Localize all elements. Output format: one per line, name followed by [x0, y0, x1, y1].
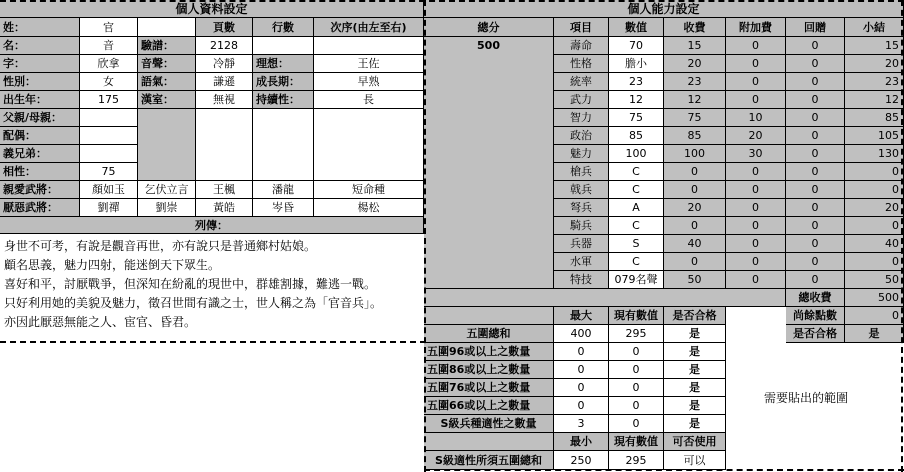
ability-extra: 0: [726, 181, 786, 199]
ability-fee: 0: [664, 217, 726, 235]
surname-label: 姓：: [0, 18, 80, 37]
remaining-value: 0: [845, 307, 904, 325]
ability-fee: 0: [664, 163, 726, 181]
ability-value[interactable]: 079名聲: [609, 271, 664, 289]
ability-subtotal: 0: [845, 181, 904, 199]
gray-filler: [424, 433, 554, 451]
check-current: 0: [609, 397, 664, 415]
ability-item: 政治: [554, 127, 609, 145]
bio-title: 列傳：: [0, 217, 424, 234]
ability-subtotal: 85: [845, 109, 904, 127]
favored-general[interactable]: 潘龍: [253, 181, 314, 199]
col-fee: 收費: [664, 18, 726, 37]
han-label: 漢室：: [138, 91, 196, 109]
col-item: 項目: [554, 18, 609, 37]
bio-line[interactable]: 身世不可考，有說是觀音再世，亦有說只是普通鄉村姑娘。: [4, 239, 317, 253]
check-label: 五圍總和: [424, 325, 554, 343]
total-fee-value: 500: [845, 289, 904, 307]
favored-general[interactable]: 短命種: [314, 181, 424, 199]
zi-cell[interactable]: 欣拿: [80, 55, 138, 73]
favored-label: 親愛武將：: [0, 181, 80, 199]
ability-item: 武力: [554, 91, 609, 109]
ability-value[interactable]: C: [609, 163, 664, 181]
ride-cell[interactable]: 2128: [196, 37, 253, 55]
print-range-bottom: [424, 469, 904, 471]
ability-rebate: 0: [786, 73, 845, 91]
surname-cell[interactable]: 官: [80, 18, 138, 37]
print-range-right: [901, 0, 903, 472]
check-label: S級兵種適性之數量: [424, 415, 554, 433]
ability-item: 槍兵: [554, 163, 609, 181]
col-extra: 附加費: [726, 18, 786, 37]
ability-value[interactable]: A: [609, 199, 664, 217]
col-value: 數值: [609, 18, 664, 37]
ride-label: 驗譜：: [138, 37, 196, 55]
ability-item: 魅力: [554, 145, 609, 163]
s-check-current: 295: [609, 451, 664, 470]
gray-block: [138, 109, 196, 181]
check-col-usable: 可否使用: [664, 433, 726, 451]
col-total-score: 總分: [424, 18, 554, 37]
check-label: 五圍96或以上之數量: [424, 343, 554, 361]
hated-general[interactable]: 黃皓: [196, 199, 253, 217]
ability-subtotal: 50: [845, 271, 904, 289]
ability-value[interactable]: 12: [609, 91, 664, 109]
total-fee-label: 總收費: [786, 289, 845, 307]
row-header: 行數: [253, 18, 314, 37]
ability-item: 智力: [554, 109, 609, 127]
qualified-value: 是: [845, 325, 904, 343]
zi-label: 字：: [0, 55, 80, 73]
ability-fee: 12: [664, 91, 726, 109]
check-ok: 是: [664, 361, 726, 379]
blank-cell[interactable]: [314, 109, 424, 181]
ability-subtotal: 15: [845, 37, 904, 55]
ability-extra: 0: [726, 235, 786, 253]
ability-extra: 30: [726, 145, 786, 163]
ability-subtotal: 0: [845, 163, 904, 181]
birth-cell[interactable]: 175: [80, 91, 138, 109]
check-max: 0: [554, 397, 609, 415]
page-break-horizontal: [0, 341, 426, 343]
bio-line[interactable]: 亦因此厭惡無能之人、宦官、昏君。: [4, 315, 197, 329]
ability-extra: 0: [726, 271, 786, 289]
check-current: 0: [609, 343, 664, 361]
ability-fee: 0: [664, 253, 726, 271]
ability-fee: 100: [664, 145, 726, 163]
ability-fee: 40: [664, 235, 726, 253]
page-break-vertical: [424, 0, 426, 472]
voice-cell[interactable]: 冷靜: [196, 55, 253, 73]
tone-label: 語氣：: [138, 73, 196, 91]
check-label: 五圍66或以上之數量: [424, 397, 554, 415]
name-label: 名：: [0, 37, 80, 55]
ability-item: 兵器: [554, 235, 609, 253]
ability-item: 騎兵: [554, 217, 609, 235]
ability-value[interactable]: 23: [609, 73, 664, 91]
ability-subtotal: 20: [845, 199, 904, 217]
ability-subtotal: 23: [845, 73, 904, 91]
blank-cell[interactable]: [253, 109, 314, 181]
check-ok: 是: [664, 379, 726, 397]
ability-rebate: 0: [786, 55, 845, 73]
gender-label: 性別：: [0, 73, 80, 91]
ability-rebate: 0: [786, 199, 845, 217]
blank-cell[interactable]: [196, 109, 253, 181]
ability-value[interactable]: C: [609, 217, 664, 235]
bio-line[interactable]: 喜好和平，討厭戰爭，但深知在紛亂的現世中，群雄割據，難逃一戰。: [4, 277, 377, 291]
check-label: 五圍86或以上之數量: [424, 361, 554, 379]
ability-subtotal: 130: [845, 145, 904, 163]
birth-label: 出生年：: [0, 91, 80, 109]
ability-subtotal: 40: [845, 235, 904, 253]
check-ok: 是: [664, 415, 726, 433]
blank-cell[interactable]: [314, 37, 424, 55]
s-check-min: 250: [554, 451, 609, 470]
print-range-top: [0, 0, 904, 2]
s-check-usable: 可以: [664, 451, 726, 470]
siblings-label: 義兄弟：: [0, 145, 80, 163]
gray-filler: [424, 289, 786, 307]
ability-extra: 0: [726, 73, 786, 91]
col-rebate: 回贈: [786, 18, 845, 37]
paste-range-note: 需要貼出的範圍: [764, 391, 849, 405]
ability-fee: 75: [664, 109, 726, 127]
ability-rebate: 0: [786, 109, 845, 127]
siblings-cell[interactable]: [80, 145, 138, 163]
ability-fee: 23: [664, 73, 726, 91]
ability-rebate: 0: [786, 253, 845, 271]
ability-rebate: 0: [786, 217, 845, 235]
ability-extra: 0: [726, 37, 786, 55]
ability-subtotal: 20: [845, 55, 904, 73]
ability-item: 弩兵: [554, 199, 609, 217]
persist-label: 持續性：: [253, 91, 314, 109]
ability-rebate: 0: [786, 127, 845, 145]
ability-value[interactable]: S: [609, 235, 664, 253]
persist-cell[interactable]: 長: [314, 91, 424, 109]
check-current: 0: [609, 415, 664, 433]
ability-value[interactable]: 膽小: [609, 55, 664, 73]
favored-general[interactable]: 顏如玉: [80, 181, 138, 199]
ability-subtotal: 12: [845, 91, 904, 109]
ability-item: 壽命: [554, 37, 609, 55]
gender-cell[interactable]: 女: [80, 73, 138, 91]
ability-value[interactable]: 70: [609, 37, 664, 55]
ability-rebate: 0: [786, 235, 845, 253]
ideal-cell[interactable]: 王佐: [314, 55, 424, 73]
check-max: 0: [554, 361, 609, 379]
bio-line[interactable]: 顧名思義，魅力四射，能迷倒天下眾生。: [4, 258, 221, 272]
ability-extra: 0: [726, 163, 786, 181]
favored-general[interactable]: 王楓: [196, 181, 253, 199]
ability-fee: 20: [664, 199, 726, 217]
ideal-label: 理想：: [253, 55, 314, 73]
ability-item: 戟兵: [554, 181, 609, 199]
ability-title: 個人能力設定: [424, 0, 904, 18]
ability-rebate: 0: [786, 37, 845, 55]
personal-title: 個人資料設定: [0, 0, 424, 18]
ability-value[interactable]: 85: [609, 127, 664, 145]
check-max: 400: [554, 325, 609, 343]
compat-cell[interactable]: 75: [80, 163, 138, 181]
hated-general[interactable]: 劉禪: [80, 199, 138, 217]
check-current: 0: [609, 379, 664, 397]
ability-rebate: 0: [786, 91, 845, 109]
ability-subtotal: 0: [845, 217, 904, 235]
check-col-ok: 是否合格: [664, 307, 726, 325]
col-subtotal: 小結: [845, 18, 904, 37]
ability-extra: 0: [726, 199, 786, 217]
ability-extra: 10: [726, 109, 786, 127]
check-ok: 是: [664, 325, 726, 343]
ability-rebate: 0: [786, 145, 845, 163]
hated-general[interactable]: 岑昏: [253, 199, 314, 217]
total-score-value: 500: [477, 39, 500, 52]
ability-extra: 0: [726, 91, 786, 109]
voice-label: 音聲：: [138, 55, 196, 73]
remaining-label: 尚餘點數: [786, 307, 845, 325]
check-max: 0: [554, 343, 609, 361]
s-check-label: S級適性所須五圍總和: [424, 451, 554, 470]
ability-item: 特技: [554, 271, 609, 289]
han-cell[interactable]: 無視: [196, 91, 253, 109]
check-ok: 是: [664, 397, 726, 415]
ability-rebate: 0: [786, 181, 845, 199]
check-col-current: 現有數值: [609, 433, 664, 451]
total-score-block: [424, 37, 554, 289]
blank-cell[interactable]: [253, 37, 314, 55]
favored-general[interactable]: 乞伏立言: [138, 181, 196, 199]
ability-fee: 20: [664, 55, 726, 73]
tone-cell[interactable]: 謙遜: [196, 73, 253, 91]
ability-value[interactable]: 75: [609, 109, 664, 127]
check-current: 0: [609, 361, 664, 379]
ability-fee: 85: [664, 127, 726, 145]
ability-fee: 0: [664, 181, 726, 199]
ability-value[interactable]: 100: [609, 145, 664, 163]
page-header: 頁數: [196, 18, 253, 37]
parents-label: 父親/母親：: [0, 109, 80, 127]
ability-item: 統率: [554, 73, 609, 91]
blank-cell[interactable]: [138, 18, 196, 37]
ability-extra: 0: [726, 217, 786, 235]
qualified-label: 是否合格: [786, 325, 845, 343]
ability-value[interactable]: C: [609, 253, 664, 271]
ability-item: 水軍: [554, 253, 609, 271]
spouse-cell[interactable]: [80, 127, 138, 145]
ability-subtotal: 0: [845, 253, 904, 271]
spouse-label: 配偶：: [0, 127, 80, 145]
hated-general[interactable]: 楊松: [314, 199, 424, 217]
check-max: 0: [554, 379, 609, 397]
check-col-current: 現有數值: [609, 307, 664, 325]
check-max: 3: [554, 415, 609, 433]
ability-fee: 15: [664, 37, 726, 55]
ability-extra: 0: [726, 55, 786, 73]
check-current: 295: [609, 325, 664, 343]
check-col-min: 最小: [554, 433, 609, 451]
gray-filler: [424, 307, 554, 325]
growth-cell[interactable]: 早熟: [314, 73, 424, 91]
check-col-max: 最大: [554, 307, 609, 325]
check-label: 五圍76或以上之數量: [424, 379, 554, 397]
ability-fee: 50: [664, 271, 726, 289]
parents-cell[interactable]: [80, 109, 138, 127]
compat-label: 相性：: [0, 163, 80, 181]
growth-label: 成長期：: [253, 73, 314, 91]
ability-value[interactable]: C: [609, 181, 664, 199]
ability-extra: 0: [726, 253, 786, 271]
check-ok: 是: [664, 343, 726, 361]
name-cell[interactable]: 音: [80, 37, 138, 55]
bio-line[interactable]: 只好利用她的美貌及魅力，徵召世間有識之士，世人稱之為「官音兵」。: [4, 296, 383, 310]
hated-label: 厭惡武將：: [0, 199, 80, 217]
ability-subtotal: 105: [845, 127, 904, 145]
order-header: 次序(由左至右): [314, 18, 424, 37]
ability-rebate: 0: [786, 271, 845, 289]
hated-general[interactable]: 劉崇: [138, 199, 196, 217]
ability-item: 性格: [554, 55, 609, 73]
ability-extra: 20: [726, 127, 786, 145]
ability-rebate: 0: [786, 163, 845, 181]
